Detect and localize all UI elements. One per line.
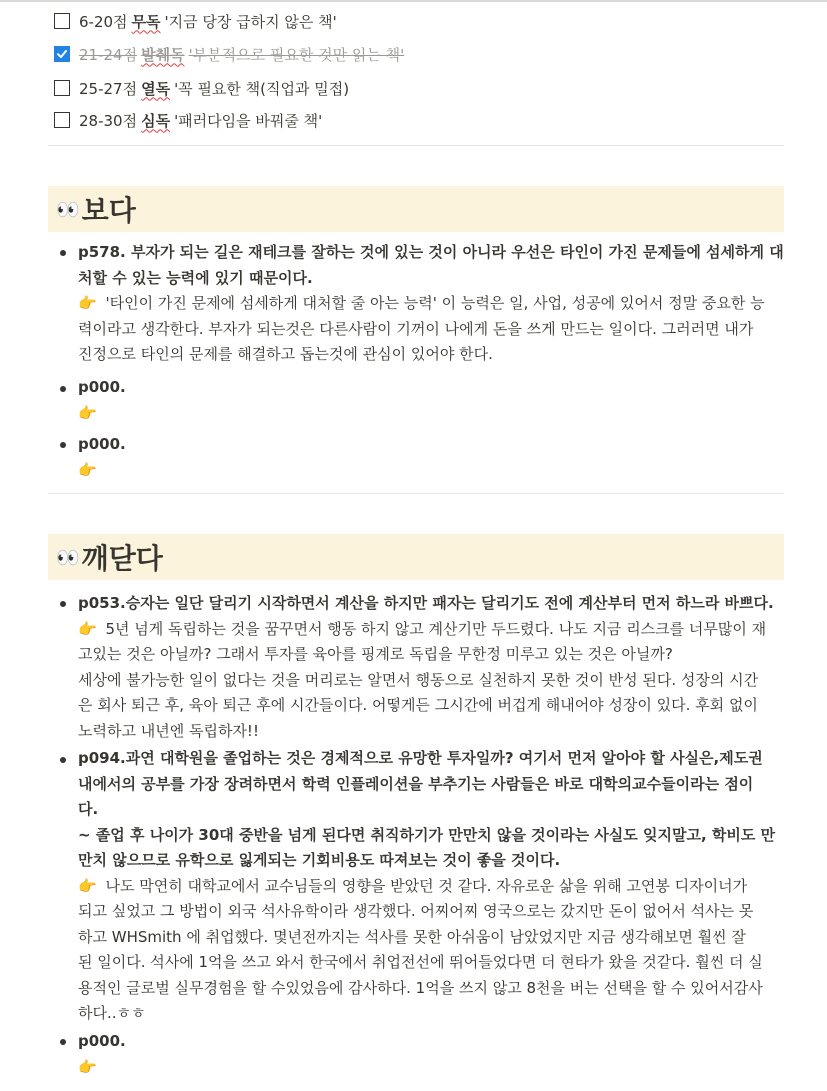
page-number: p000. [78,378,126,396]
page-number: p000. [78,1032,126,1050]
book-quote: 만치 않으므로 유학으로 잃게되는 기회비용도 따져보는 것이 좋을 것이다. [78,851,561,869]
eyes-icon: 👀 [56,546,78,569]
score-range: 28-30점 [79,111,138,130]
note-line: '타인이 가진 문제에 섬세하게 대처할 줄 아는 능력' 이 능력은 일, 사업, 성공에 있어서 정말 중요한 능 [105,294,765,312]
page-number: p000. [78,435,126,453]
top-border [0,0,827,2]
note-line: 하다..ㅎㅎ [78,1004,146,1022]
page-number: p094. [78,749,126,767]
page-number: p578. [78,243,126,261]
todo-item[interactable] [54,107,322,133]
todo-description: '꼭 필요한 책(직업과 밀접) [174,79,350,98]
book-quote: 다. [78,800,99,818]
book-quote: 내에서의 공부를 가장 장려하면서 학력 인플레이션을 부추기는 사람들은 바로 대학의교수들이라는 점이 [78,774,754,793]
bullet-dot [60,386,66,392]
note-line: 노력하고 내년엔 독립하자!! [78,721,259,740]
book-quote: 과연 대학원을 졸업하는 것은 경제적으로 유망한 투자일까? 여기서 먼저 알아야 할 사실은,제도권 [125,749,763,767]
bullet-item [78,746,784,1027]
book-quote: ~ 졸업 후 나이가 30대 중반을 넘게 된다면 취직하기가 만만치 않을 것이라는 사실도 잊지말고, 학비도 만 [78,825,776,844]
pointing-hand-icon: 👉 [78,403,97,422]
eyes-icon: 👀 [56,198,78,221]
note-line: 진정으로 타인의 문제를 해결하고 돕는것에 관심이 있어야 한다. [78,345,493,363]
checkbox-checked[interactable] [54,46,70,62]
note-line: 5년 넘게 독립하는 것을 꿈꾸면서 행동 하지 않고 계산기만 두드렸다. 나도 지금 리스크를 너무많이 재 [105,619,767,638]
bullet-dot [60,757,66,763]
pointing-hand-icon: 👉 [78,460,97,479]
section-title: 보다 [81,194,136,227]
note-line: 되고 싶었고 그 방법이 외국 석사유학이라 생각했다. 어찌어찌 영국으로는 갔지만 돈이 없어서 석사는 못 [78,902,754,920]
bullet-dot [60,442,66,448]
bullet-dot [60,601,66,607]
bullet-item [78,240,784,368]
note-line: 용적인 글로벌 실무경험을 할 수있었음에 감사하다. 1억을 쓰지 않고 8천을 버는 선택을 할 수 있어서감사 [78,978,763,997]
book-quote: 부자가 되는 길은 재테크를 잘하는 것에 있는 것이 아니라 우선은 타인이 가진 문제들에 섬세하게 대처할 수 있는 능력에 있기 때문이다. [78,243,784,287]
page-number: p053. [78,594,126,612]
bullet-item [78,591,784,744]
checkbox[interactable] [54,13,70,29]
reading-type: 무독 [131,12,161,31]
bullet-dot [60,1039,66,1045]
pointing-hand-icon: 👉 [78,1057,97,1076]
score-range: 6-20점 [79,12,128,31]
bullet-item [78,375,784,426]
section-heading-see [48,186,784,232]
note-line: 은 회사 퇴근 후, 육아 퇴근 후에 시간들이다. 어떻게든 그시간에 버겁게 해내어야 성장이 있다. 후회 없이 [78,696,758,714]
reading-type: 심독 [141,111,171,130]
checkmark-icon [56,48,68,60]
note-line: 세상에 불가능한 일이 없다는 것을 머리로는 알면서 행동으로 실천하지 못한 것이 반성 된다. 성장의 시간 [78,670,759,689]
divider [48,145,784,146]
section-title: 깨닫다 [81,542,163,575]
score-range: 25-27점 [79,79,138,98]
bullet-item [78,432,784,483]
pointing-hand-icon: 👉 [78,294,97,312]
todo-item[interactable] [54,41,404,67]
section-heading-realize [48,534,784,580]
note-line: 나도 막연히 대학교에서 교수님들의 영향을 받았던 것 같다. 자유로운 삶을 위해 고연봉 디자이너가 [105,876,748,895]
todo-description: '패러다임을 바꿔줄 책' [174,111,323,130]
book-quote: 승자는 일단 달리기 시작하면서 계산을 하지만 패자는 달리기도 전에 계산부터 먼저 하느라 바쁘다. [125,594,774,612]
reading-type: 발췌독 [141,45,185,64]
checkbox[interactable] [54,112,70,128]
pointing-hand-icon: 👉 [78,876,97,895]
pointing-hand-icon: 👉 [78,619,97,638]
bullet-dot [60,250,66,256]
todo-description: '부분적으로 필요한 것만 읽는 책' [188,45,405,64]
divider [48,493,784,494]
checkbox[interactable] [54,80,70,96]
note-line: 력이라고 생각한다. 부자가 되는것은 다른사람이 기꺼이 나에게 돈을 쓰게 만드는 일이다. 그러러면 내가 [78,319,754,338]
reading-type: 열독 [141,79,171,98]
todo-item[interactable] [54,75,349,101]
todo-item[interactable] [54,8,337,34]
note-line: 된 일이다. 석사에 1억을 쓰고 와서 한국에서 취업전선에 뛰어들었다면 더 현타가 왔을 것같다. 훨씬 더 실 [78,953,763,971]
todo-description: '지금 당장 급하지 않은 책' [164,12,337,31]
note-line: 고있는 것은 아닐까? 그래서 투자를 육아를 핑계로 독립을 무한정 미루고 있는 것은 아닐까? [78,645,673,663]
score-range: 21-24점 [79,45,138,64]
bullet-item [78,1029,784,1080]
note-line: 하고 WHSmith 에 취업했다. 몇년전까지는 석사를 못한 아쉬움이 남았었지만 지금 생각해보면 훨씬 잘 [78,927,746,946]
